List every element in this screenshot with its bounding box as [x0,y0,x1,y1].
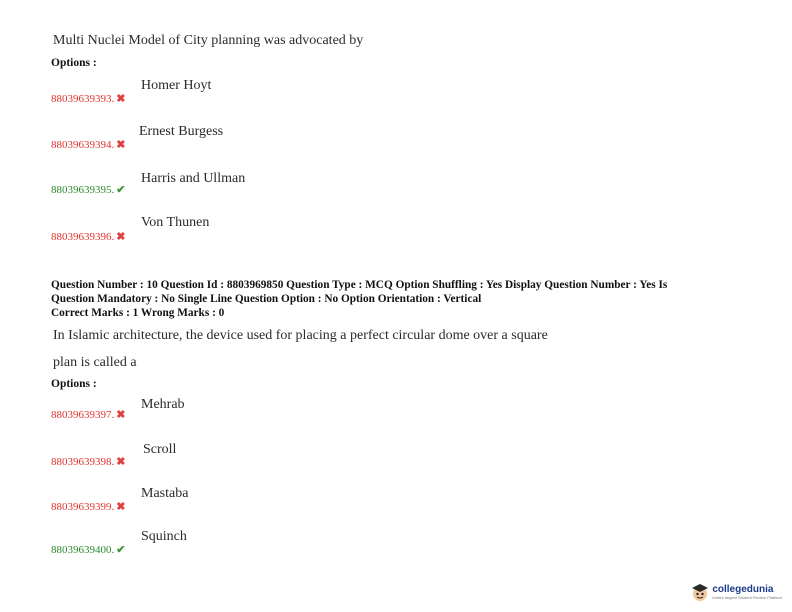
question-meta-line: Question Number : 10 Question Id : 8803969850 Question Type : MCQ Option Shuffling : Yes Display Question Number : Yes Is [51,279,668,291]
option-row [51,452,125,470]
cross-icon: ✖ [116,501,126,513]
cross-icon: ✖ [116,409,126,421]
logo-tagline: India's largest Student Review Platform [712,595,782,600]
option-row [51,227,125,245]
option-text: Harris and Ullman [141,171,246,186]
option-text: Scroll [143,442,177,457]
option-row [51,89,125,107]
option-id: 88039639397. [51,409,115,421]
question-2-text-continued: plan is called a [53,355,137,370]
option-text: Mehrab [141,397,185,412]
checkmark-icon: ✔ [116,544,126,556]
checkmark-icon: ✔ [116,184,126,196]
option-row [51,540,125,558]
option-id: 88039639393. [51,93,115,105]
option-id: 88039639399. [51,501,115,513]
options-label: Options : [51,378,97,390]
option-id: 88039639395. [51,184,115,196]
cross-icon: ✖ [116,139,126,151]
cross-icon: ✖ [116,456,126,468]
option-id: 88039639400. [51,544,115,556]
option-id: 88039639396. [51,231,115,243]
graduate-mascot-icon [690,582,710,602]
option-text: Squinch [141,529,187,544]
option-row [51,135,125,153]
cross-icon: ✖ [116,93,126,105]
option-text: Homer Hoyt [141,78,212,93]
cross-icon: ✖ [116,231,126,243]
option-row [51,497,125,515]
options-label: Options : [51,57,97,69]
option-text: Von Thunen [141,215,210,230]
option-id: 88039639398. [51,456,115,468]
option-id: 88039639394. [51,139,115,151]
question-meta [51,278,731,320]
question-1-text: Multi Nuclei Model of City planning was advocated by [53,33,364,48]
option-text: Ernest Burgess [139,124,224,139]
option-row [51,180,125,198]
collegedunia-logo [690,582,782,602]
question-2-text: In Islamic architecture, the device used for placing a perfect circular dome over a square [53,328,548,343]
question-marks: Correct Marks : 1 Wrong Marks : 0 [51,307,225,319]
option-row [51,405,125,423]
option-text: Mastaba [141,486,189,501]
logo-wordmark: collegedunia [712,584,774,595]
question-meta-line: Question Mandatory : No Single Line Question Option : No Option Orientation : Vertical [51,293,482,305]
